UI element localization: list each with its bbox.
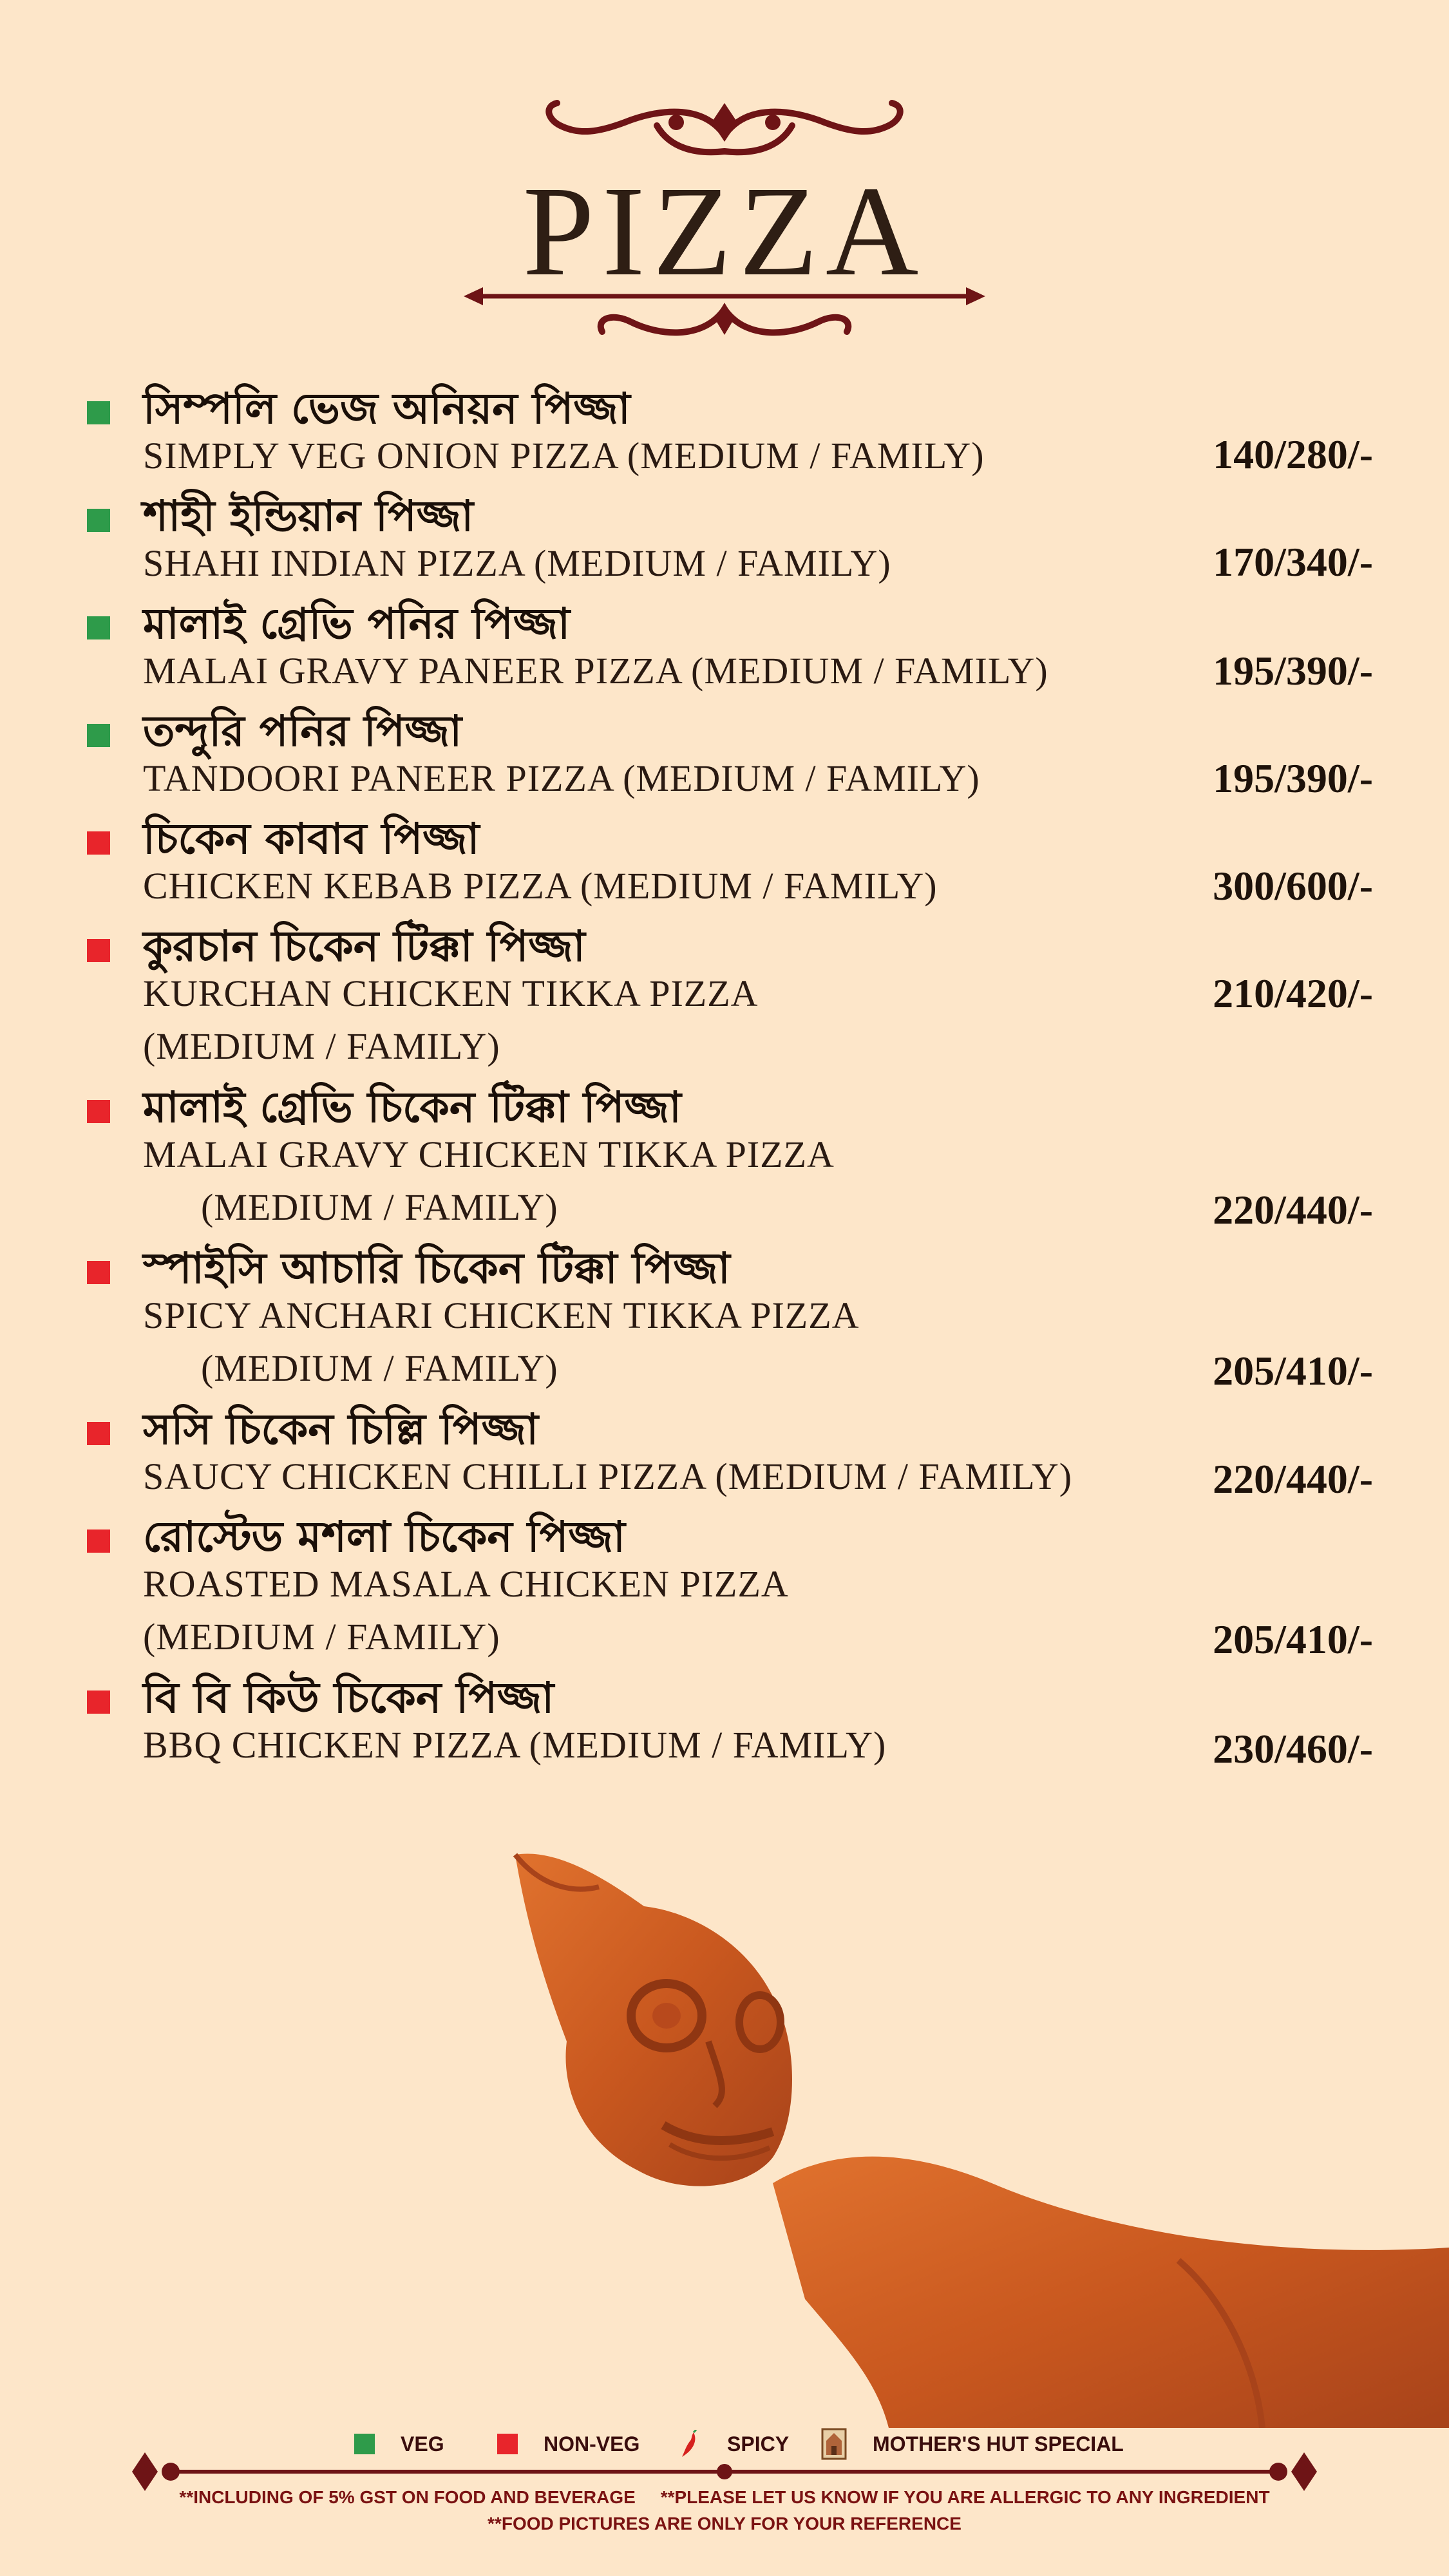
item-bengali-name: সসি চিকেন চিল্লি পিজ্জা (143, 1405, 539, 1454)
non-veg-icon (87, 1530, 110, 1553)
item-price: 230/460/- (1213, 1726, 1373, 1772)
item-bengali-name: চিকেন কাবাব পিজ্জা (143, 814, 480, 864)
veg-icon (87, 724, 110, 747)
non-veg-icon (87, 1100, 110, 1123)
item-bengali-name: সিম্পলি ভেজ অনিয়ন পিজ্জা (143, 384, 630, 433)
non-veg-icon (87, 831, 110, 855)
item-english-name: CHICKEN KEBAB PIZZA (MEDIUM / FAMILY) (143, 865, 938, 907)
veg-icon (354, 2434, 375, 2454)
item-price: 140/280/- (1213, 431, 1373, 477)
item-bengali-name: শাহী ইন্ডিয়ান পিজ্জা (143, 491, 474, 541)
page-title: PIZZA (522, 160, 927, 303)
legend-veg-label: VEG (401, 2432, 444, 2456)
item-bengali-name: রোস্টেড মশলা চিকেন পিজ্জা (143, 1512, 625, 1562)
item-bengali-name: মালাই গ্রেভি চিকেন টিক্কা পিজ্জা (143, 1083, 681, 1132)
item-bengali-name: স্পাইসি আচারি চিকেন টিক্কা পিজ্জা (143, 1244, 730, 1293)
non-veg-icon (87, 1422, 110, 1445)
pictures-note: **FOOD PICTURES ARE ONLY FOR YOUR REFERENCE (488, 2514, 961, 2533)
item-english-name: KURCHAN CHICKEN TIKKA PIZZA (143, 972, 759, 1014)
item-english-name: SIMPLY VEG ONION PIZZA (MEDIUM / FAMILY) (143, 435, 985, 477)
non-veg-icon (87, 1690, 110, 1714)
item-price: 195/390/- (1213, 648, 1373, 694)
item-bengali-name: বি বি কিউ চিকেন পিজ্জা (143, 1673, 554, 1723)
non-veg-icon (87, 939, 110, 962)
terracotta-sculpture-image (502, 1848, 1449, 2430)
item-english-name: MALAI GRAVY PANEER PIZZA (MEDIUM / FAMILY) (143, 650, 1048, 692)
legend-non-veg-label: NON-VEG (544, 2432, 640, 2456)
item-price: 220/440/- (1213, 1456, 1373, 1502)
item-size-note: (MEDIUM / FAMILY) (143, 1025, 500, 1067)
item-price: 220/440/- (1213, 1187, 1373, 1233)
item-english-name: TANDOORI PANEER PIZZA (MEDIUM / FAMILY) (143, 757, 980, 799)
item-bengali-name: মালাই গ্রেভি পনির পিজ্জা (143, 599, 571, 649)
item-bengali-name: কুরচান চিকেন টিক্কা পিজ্জা (143, 922, 585, 971)
item-size-note: (MEDIUM / FAMILY) (143, 1616, 500, 1658)
item-size-note: (MEDIUM / FAMILY) (201, 1186, 558, 1228)
item-price: 210/420/- (1213, 971, 1373, 1016)
item-price: 205/410/- (1213, 1616, 1373, 1662)
item-english-name: SAUCY CHICKEN CHILLI PIZZA (MEDIUM / FAMILY) (143, 1455, 1073, 1497)
item-price: 170/340/- (1213, 539, 1373, 585)
item-english-name: MALAI GRAVY CHICKEN TIKKA PIZZA (143, 1133, 835, 1175)
item-english-name: SHAHI INDIAN PIZZA (MEDIUM / FAMILY) (143, 542, 891, 584)
item-price: 300/600/- (1213, 863, 1373, 909)
item-price: 205/410/- (1213, 1348, 1373, 1394)
allergy-note: **PLEASE LET US KNOW IF YOU ARE ALLERGIC TO ANY INGREDIENT (660, 2487, 1270, 2507)
non-veg-icon (497, 2434, 518, 2454)
item-english-name: BBQ CHICKEN PIZZA (MEDIUM / FAMILY) (143, 1724, 887, 1766)
non-veg-icon (87, 1261, 110, 1284)
veg-icon (87, 401, 110, 424)
legend-special-label: MOTHER'S HUT SPECIAL (873, 2432, 1124, 2456)
item-english-name: ROASTED MASALA CHICKEN PIZZA (143, 1563, 789, 1605)
veg-icon (87, 616, 110, 639)
legend-spicy-label: SPICY (727, 2432, 790, 2456)
item-english-name: SPICY ANCHARI CHICKEN TIKKA PIZZA (143, 1294, 860, 1336)
item-size-note: (MEDIUM / FAMILY) (201, 1347, 558, 1389)
veg-icon (87, 509, 110, 532)
gst-note: **INCLUDING OF 5% GST ON FOOD AND BEVERAGE (179, 2487, 636, 2507)
item-price: 195/390/- (1213, 755, 1373, 801)
menu-header (0, 97, 1449, 367)
item-bengali-name: তন্দুরি পনির পিজ্জা (143, 706, 462, 756)
footer-notes-line (0, 2487, 1449, 2508)
